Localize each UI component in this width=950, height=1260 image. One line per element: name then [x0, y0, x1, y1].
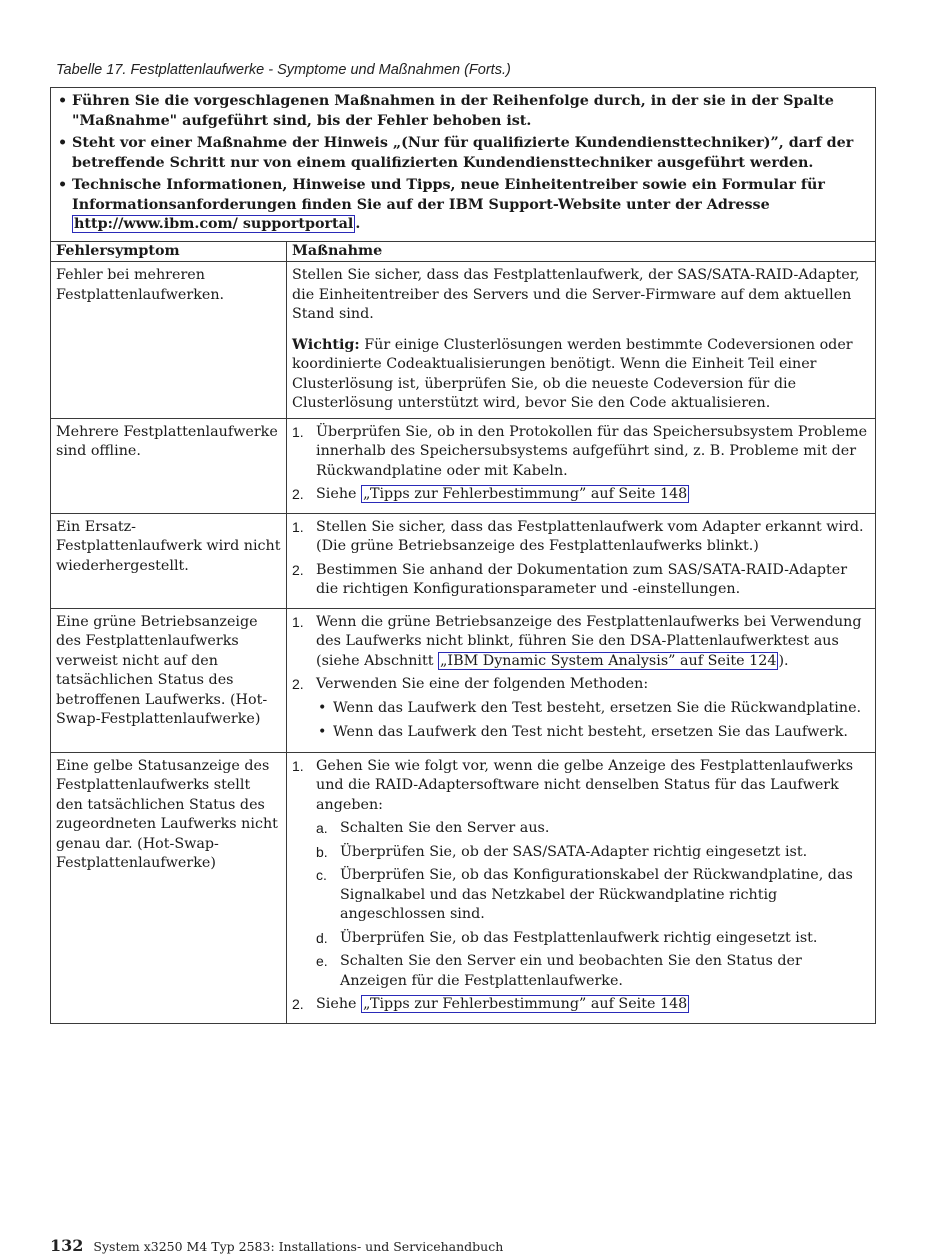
symptom-cell: Eine grüne Betriebsanzeige des Festplattenlaufwerks verweist nicht auf den tatsächlichen Status des betroffenen Laufwerks. (Hot-Swap-Festplattenlaufwerke)	[51, 608, 287, 752]
action-cell	[287, 262, 876, 419]
substep-item	[316, 866, 870, 925]
step-text: Siehe	[316, 486, 362, 502]
method-list	[316, 699, 870, 743]
note-1: • Führen Sie die vorgeschlagenen Maßnahmen in der Reihenfolge durch, in der sie in der Spalte "Maßnahme" aufgeführt sind, bis der Fehler behoben ist.	[56, 92, 870, 131]
step-list	[292, 757, 870, 1015]
substep-text: Überprüfen Sie, ob das Festplattenlaufwerk richtig eingesetzt ist.	[340, 929, 818, 946]
step-item	[292, 485, 870, 505]
step-number: 1.	[292, 518, 304, 535]
footer-title: System x3250 M4 Typ 2583: Installations- und Servicehandbuch	[93, 1239, 504, 1254]
step-number: 2.	[292, 561, 304, 578]
step-text: Verwenden Sie eine der folgenden Methoden:	[316, 676, 649, 692]
symptom-cell: Ein Ersatz-Festplattenlaufwerk wird nicht wiederhergestellt.	[51, 513, 287, 608]
table-caption: Tabelle 17. Festplattenlaufwerke - Symptome und Maßnahmen (Forts.)	[56, 62, 511, 78]
page-footer	[50, 1236, 503, 1255]
method-item: • Wenn das Laufwerk den Test nicht besteht, ersetzen Sie das Laufwerk.	[316, 723, 870, 743]
action-text: Stellen Sie sicher, dass das Festplattenlaufwerk, der SAS/SATA-RAID-Adapter, die Einheitentreiber des Servers und die Server-Firmware auf dem aktuellen Stand sind.	[292, 267, 860, 322]
substep-text: Schalten Sie den Server ein und beobachten Sie den Status der Anzeigen für die Festplattenlaufwerke.	[340, 953, 802, 989]
substep-letter: e.	[316, 953, 328, 969]
action-cell	[287, 752, 876, 1023]
step-item	[292, 675, 870, 743]
important-label: Wichtig:	[292, 336, 360, 353]
step-list	[292, 613, 870, 743]
symptom-cell: Mehrere Festplattenlaufwerke sind offline.	[51, 418, 287, 513]
tips-link[interactable]: „Tipps zur Fehlerbestimmung” auf Seite 148	[363, 486, 688, 502]
tips-link[interactable]: „Tipps zur Fehlerbestimmung” auf Seite 148	[363, 996, 688, 1012]
substep-item	[316, 952, 870, 991]
important-text: Für einige Clusterlösungen werden bestimmte Codeversionen oder koordinierte Codeaktualisierungen benötigt. Wenn die Einheit Teil einer Clusterlösung ist, überprüfen Sie, ob die neueste Codeversion für die Clusterlösung unterstützt wird, bevor Sie den Code aktualisieren.	[292, 336, 853, 411]
step-item	[292, 561, 870, 600]
symptom-cell: Fehler bei mehreren Festplattenlaufwerken.	[51, 262, 287, 419]
note-2: • Steht vor einer Maßnahme der Hinweis „(Nur für qualifizierte Kundendiensttechniker)”, darf der betreffende Schritt nur von einem qualifizierten Kundendiensttechniker ausgeführt werden.	[56, 134, 870, 173]
symptom-cell: Eine gelbe Statusanzeige des Festplattenlaufwerks stellt den tatsächlichen Status des zugeordneten Laufwerks nicht genau dar. (Hot-Swap-Festplattenlaufwerke)	[51, 752, 287, 1023]
substep-item	[316, 819, 870, 839]
substep-letter: b.	[316, 843, 328, 860]
step-text: Bestimmen Sie anhand der Dokumentation zum SAS/SATA-RAID-Adapter die richtigen Konfigurationsparameter und -einstellungen.	[316, 561, 848, 597]
note-3-suffix: .	[355, 216, 361, 232]
step-item	[292, 518, 870, 557]
step-text: Gehen Sie wie folgt vor, wenn die gelbe Anzeige des Festplattenlaufwerks und die RAID-Adaptersoftware nicht denselben Status für das Laufwerk angeben:	[316, 757, 854, 813]
step-item	[292, 995, 870, 1015]
step-list	[292, 518, 870, 600]
step-item	[292, 423, 870, 482]
step-number: 1.	[292, 423, 304, 440]
step-number: 1.	[292, 613, 304, 630]
step-text: Überprüfen Sie, ob in den Protokollen für das Speichersubsystem Probleme innerhalb des Speichersubsystems aufgeführt sind, z. B. Probleme mit der Rückwandplatine oder mit Kabeln.	[316, 423, 868, 479]
substep-item	[316, 843, 870, 863]
symptom-table	[50, 87, 876, 1024]
table-row	[51, 513, 876, 608]
table-row	[51, 608, 876, 752]
table-row	[51, 418, 876, 513]
step-number: 1.	[292, 757, 304, 774]
substep-item	[316, 929, 870, 949]
substep-letter: c.	[316, 867, 327, 883]
header-massnahme: Maßnahme	[287, 241, 876, 262]
step-text-suffix: ).	[778, 652, 789, 669]
substep-text: Überprüfen Sie, ob das Konfigurationskabel der Rückwandplatine, das Signalkabel und das Netzkabel der Rückwandplatine richtig angeschlossen sind.	[340, 867, 853, 922]
substep-list	[316, 819, 870, 991]
important-note	[292, 336, 870, 414]
step-number: 2.	[292, 996, 304, 1012]
page-number: 132	[50, 1236, 84, 1255]
notes-list	[56, 92, 870, 235]
step-item	[292, 757, 870, 992]
step-item	[292, 613, 870, 672]
step-text: Stellen Sie sicher, dass das Festplattenlaufwerk vom Adapter erkannt wird. (Die grüne Betriebsanzeige des Festplattenlaufwerks blinkt.)	[316, 518, 864, 554]
step-text: Wenn die grüne Betriebsanzeige des Festplattenlaufwerks bei Verwendung des Laufwerks nicht blinkt, führen Sie den DSA-Plattenlaufwerktest aus (siehe Abschnitt	[316, 613, 862, 669]
table-row	[51, 752, 876, 1023]
action-cell	[287, 608, 876, 752]
note-3-text: Technische Informationen, Hinweise und Tipps, neue Einheitentreiber sowie ein Formular für Informationsanforderungen finden Sie auf der IBM Support-Website unter der Adresse	[72, 177, 825, 213]
action-cell	[287, 513, 876, 608]
substep-text: Überprüfen Sie, ob der SAS/SATA-Adapter richtig eingesetzt ist.	[340, 843, 808, 860]
step-list	[292, 423, 870, 505]
notes-cell	[51, 88, 876, 242]
substep-letter: a.	[316, 820, 328, 836]
action-cell	[287, 418, 876, 513]
ibm-support-link[interactable]: http://www.ibm.com/ supportportal	[74, 216, 354, 232]
note-3	[56, 176, 870, 235]
substep-text: Schalten Sie den Server aus.	[340, 820, 550, 836]
dsa-link[interactable]: „IBM Dynamic System Analysis” auf Seite 124	[440, 652, 777, 669]
step-number: 2.	[292, 676, 304, 692]
method-item: • Wenn das Laufwerk den Test besteht, ersetzen Sie die Rückwandplatine.	[316, 699, 870, 719]
step-text: Siehe	[316, 996, 362, 1012]
substep-letter: d.	[316, 929, 328, 946]
header-fehlersymptom: Fehlersymptom	[51, 241, 287, 262]
step-number: 2.	[292, 486, 304, 502]
table-row	[51, 262, 876, 419]
